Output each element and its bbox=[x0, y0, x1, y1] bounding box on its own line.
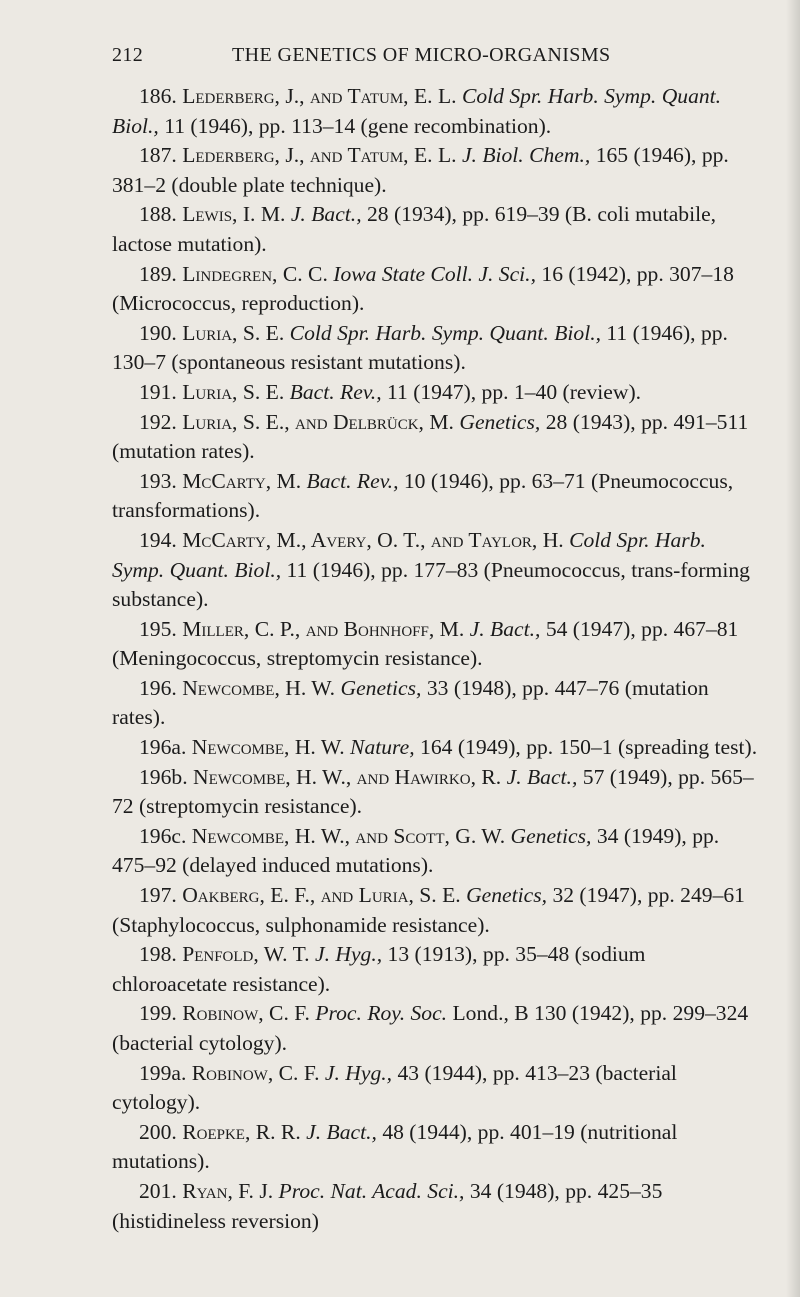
reference-journal: Proc. Roy. Soc. bbox=[315, 1001, 448, 1026]
reference-entry bbox=[112, 615, 762, 674]
reference-details: 16 (1942), pp. 307–18 (Micrococcus, reproduction). bbox=[112, 261, 734, 316]
reference-authors: Newcombe, H. W., and Hawirko, R. bbox=[193, 764, 502, 789]
reference-entry bbox=[112, 940, 762, 999]
reference-authors: Lindegren, C. C. bbox=[182, 261, 328, 286]
running-header bbox=[112, 44, 672, 78]
reference-entry bbox=[112, 1059, 762, 1118]
reference-details: 11 (1947), pp. 1–40 (review). bbox=[387, 379, 642, 404]
reference-journal: Bact. Rev., bbox=[289, 379, 382, 404]
reference-details: 11 (1946), pp. 130–7 (spontaneous resistant mutations). bbox=[112, 320, 728, 375]
reference-authors: Newcombe, H. W., and Scott, G. W. bbox=[191, 823, 506, 848]
reference-entry bbox=[112, 378, 762, 408]
reference-journal: J. Hyg., bbox=[324, 1060, 393, 1085]
reference-authors: Robinow, C. F. bbox=[191, 1060, 320, 1085]
reference-entry bbox=[112, 999, 762, 1058]
reference-number: 190. bbox=[139, 320, 177, 345]
reference-authors: Luria, S. E. bbox=[182, 379, 285, 404]
page-edge-shadow bbox=[786, 0, 800, 1297]
reference-authors: Newcombe, H. W. bbox=[191, 735, 345, 760]
reference-authors: McCarty, M. bbox=[182, 468, 302, 493]
reference-details: 48 (1944), pp. 401–19 (nutritional mutations). bbox=[112, 1119, 678, 1174]
reference-entry bbox=[112, 733, 762, 763]
reference-details: 54 (1947), pp. 467–81 (Meningococcus, streptomycin resistance). bbox=[112, 616, 739, 671]
reference-journal: J. Hyg., bbox=[314, 942, 383, 967]
reference-journal: J. Bact., bbox=[506, 764, 578, 789]
reference-entry bbox=[112, 82, 762, 141]
reference-authors: Penfold, W. T. bbox=[182, 942, 310, 967]
reference-journal: J. Biol. Chem., bbox=[461, 143, 591, 168]
reference-journal: Cold Spr. Harb. Symp. Quant. Biol., bbox=[112, 84, 722, 138]
reference-authors: Roepke, R. R. bbox=[182, 1119, 301, 1144]
reference-authors: Robinow, C. F. bbox=[182, 1001, 310, 1026]
reference-details: 164 (1949), pp. 150–1 (spreading test). bbox=[420, 735, 758, 760]
reference-journal: Nature, bbox=[350, 735, 415, 760]
reference-entry bbox=[112, 408, 762, 467]
reference-authors: Ryan, F. J. bbox=[182, 1178, 274, 1203]
reference-number: 196a. bbox=[139, 735, 187, 760]
reference-journal: Proc. Nat. Acad. Sci., bbox=[278, 1178, 465, 1203]
reference-journal: Genetics, bbox=[459, 409, 541, 434]
reference-details: 10 (1946), pp. 63–71 (Pneumococcus, transformations). bbox=[112, 468, 734, 523]
reference-details: 34 (1949), pp. 475–92 (delayed induced mutations). bbox=[112, 823, 720, 878]
reference-number: 189. bbox=[139, 261, 177, 286]
reference-journal: Iowa State Coll. J. Sci., bbox=[333, 261, 536, 286]
reference-entry bbox=[112, 881, 762, 940]
reference-number: 199. bbox=[139, 1001, 177, 1026]
reference-number: 198. bbox=[139, 942, 177, 967]
reference-entry bbox=[112, 526, 762, 615]
reference-entry bbox=[112, 1118, 762, 1177]
reference-details: 57 (1949), pp. 565–72 (streptomycin resistance). bbox=[112, 764, 754, 819]
running-title: THE GENETICS OF MICRO-ORGANISMS bbox=[232, 44, 611, 66]
reference-entry bbox=[112, 319, 762, 378]
reference-number: 196. bbox=[139, 675, 177, 700]
reference-journal: J. Bact., bbox=[306, 1119, 377, 1144]
reference-number: 201. bbox=[139, 1178, 177, 1203]
page-number: 212 bbox=[112, 44, 144, 66]
reference-details: 34 (1948), pp. 425–35 (histidineless reversion) bbox=[112, 1178, 663, 1233]
reference-number: 200. bbox=[139, 1119, 177, 1144]
reference-number: 186. bbox=[139, 84, 177, 108]
reference-journal: Cold Spr. Harb. Symp. Quant. Biol., bbox=[289, 320, 601, 345]
reference-number: 193. bbox=[139, 468, 177, 493]
reference-details: 28 (1934), pp. 619–39 (B. coli mutabile, lactose mutation). bbox=[112, 202, 717, 256]
reference-journal: Genetics, bbox=[340, 675, 422, 700]
reference-details: 28 (1943), pp. 491–511 (mutation rates). bbox=[112, 409, 749, 464]
reference-number: 192. bbox=[139, 409, 177, 434]
reference-details: 33 (1948), pp. 447–76 (mutation rates). bbox=[112, 675, 709, 730]
reference-authors: Newcombe, H. W. bbox=[182, 675, 336, 700]
reference-entry bbox=[112, 1177, 762, 1236]
reference-details: Lond., B 130 (1942), pp. 299–324 (bacterial cytology). bbox=[112, 1001, 749, 1055]
reference-journal: Genetics, bbox=[510, 823, 592, 848]
reference-details: 13 (1913), pp. 35–48 (sodium chloroacetate resistance). bbox=[112, 942, 646, 996]
reference-entry bbox=[112, 674, 762, 733]
reference-entry bbox=[112, 822, 762, 881]
reference-authors: Luria, S. E., and Delbrück, M. bbox=[182, 409, 454, 434]
reference-authors: McCarty, M., Avery, O. T., and Taylor, H. bbox=[182, 527, 564, 552]
reference-list bbox=[112, 82, 762, 1236]
reference-journal: Cold Spr. Harb. Symp. Quant. Biol., bbox=[112, 527, 706, 582]
reference-details: 43 (1944), pp. 413–23 (bacterial cytology). bbox=[112, 1060, 677, 1115]
reference-details: 11 (1946), pp. 177–83 (Pneumococcus, trans-forming substance). bbox=[112, 557, 750, 612]
reference-entry bbox=[112, 763, 762, 822]
reference-details: 165 (1946), pp. 381–2 (double plate technique). bbox=[112, 143, 729, 197]
reference-journal: J. Bact., bbox=[469, 616, 541, 641]
reference-number: 195. bbox=[139, 616, 177, 641]
reference-journal: Bact. Rev., bbox=[306, 468, 399, 493]
reference-number: 197. bbox=[139, 883, 177, 908]
reference-authors: Lewis, I. M. bbox=[182, 202, 286, 227]
reference-journal: Genetics, bbox=[466, 883, 548, 908]
reference-entry bbox=[112, 141, 762, 200]
reference-entry bbox=[112, 200, 762, 259]
reference-number: 199a. bbox=[139, 1060, 187, 1085]
reference-details: 32 (1947), pp. 249–61 (Staphylococcus, sulphonamide resistance). bbox=[112, 883, 745, 937]
reference-number: 187. bbox=[139, 143, 177, 168]
reference-entry bbox=[112, 260, 762, 319]
reference-number: 188. bbox=[139, 202, 177, 227]
reference-authors: Lederberg, J., and Tatum, E. L. bbox=[182, 143, 457, 168]
reference-details: 11 (1946), pp. 113–14 (gene recombination). bbox=[164, 113, 552, 138]
reference-authors: Miller, C. P., and Bohnhoff, M. bbox=[182, 616, 465, 641]
reference-number: 196b. bbox=[139, 764, 188, 789]
reference-entry bbox=[112, 467, 762, 526]
reference-journal: J. Bact., bbox=[290, 202, 362, 227]
reference-authors: Oakberg, E. F., and Luria, S. E. bbox=[182, 883, 461, 908]
reference-number: 194. bbox=[139, 527, 177, 552]
reference-authors: Luria, S. E. bbox=[182, 320, 285, 345]
reference-authors: Lederberg, J., and Tatum, E. L. bbox=[182, 84, 457, 108]
reference-number: 191. bbox=[139, 379, 177, 404]
reference-number: 196c. bbox=[139, 823, 187, 848]
